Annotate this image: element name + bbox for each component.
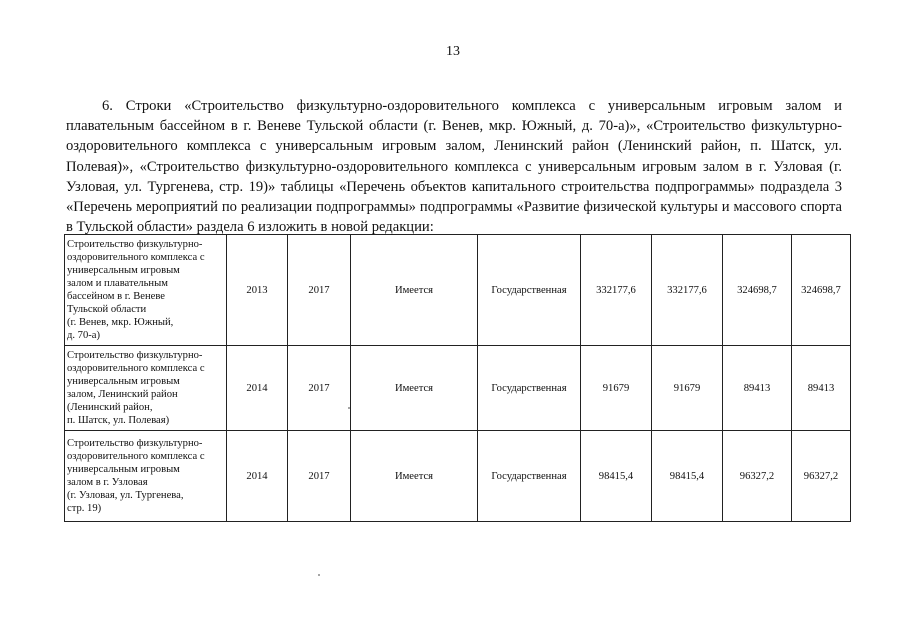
cell-ownership: Государственная xyxy=(478,235,581,346)
scan-speck xyxy=(318,574,320,576)
object-name-line: универсальным игровым xyxy=(67,376,180,387)
cell-v4: 89413 xyxy=(792,346,851,431)
cell-docs: Имеется xyxy=(351,235,478,346)
object-name-line: Строительство физкультурно- xyxy=(67,239,203,250)
scan-speck xyxy=(348,407,350,409)
table-row xyxy=(65,235,851,346)
cell-v3: 324698,7 xyxy=(723,235,792,346)
capital-objects-table xyxy=(64,234,851,522)
cell-start: 2014 xyxy=(227,431,288,522)
cell-v3: 89413 xyxy=(723,346,792,431)
object-name-line: универсальным игровым xyxy=(67,265,180,276)
object-name-line: (Ленинский район, xyxy=(67,402,153,413)
object-name-line: Строительство физкультурно- xyxy=(67,350,203,361)
cell-end: 2017 xyxy=(288,346,351,431)
cell-v1: 332177,6 xyxy=(581,235,652,346)
page-number: 13 xyxy=(446,44,460,59)
object-name-line: стр. 19) xyxy=(67,503,102,514)
object-name-line: п. Шатск, ул. Полевая) xyxy=(67,415,170,426)
cell-v4: 324698,7 xyxy=(792,235,851,346)
cell-v2: 98415,4 xyxy=(652,431,723,522)
cell-ownership: Государственная xyxy=(478,431,581,522)
amendment-paragraph: 6. Строки «Строительство физкультурно-оздоровительного комплекса с универсальным игровым залом и плавательным бассейном в г. Веневе Тульской области (г. Венев, мкр. Южный, д. 70-а)», «Строительство физкультурно-оздоровительного комплекса с универсальным игровым залом, Ленинский район (Ленинский район, п. Шатск, ул. Полевая)», «Строительство физкультурно-оздоровительного комплекса с универсальным игровым залом в г. Узловая (г. Узловая, ул. Тургенева, стр. 19)» таблицы «Перечень объектов капитального строительства подпрограммы» подраздела 3 «Перечень мероприятий по реализации подпрограммы» подпрограммы «Развитие физической культуры и массового спорта в Тульской области» раздела 6 изложить в новой редакции: xyxy=(66,98,842,236)
cell-start: 2014 xyxy=(227,346,288,431)
object-name-line: Тульской области xyxy=(67,304,147,315)
object-name-line: залом и плавательным xyxy=(67,278,168,289)
object-name-line: залом, Ленинский район xyxy=(67,389,178,400)
table-body xyxy=(65,235,851,522)
table-row xyxy=(65,346,851,431)
object-name-line: д. 70-а) xyxy=(67,330,101,341)
cell-ownership: Государственная xyxy=(478,346,581,431)
object-name-line: бассейном в г. Веневе xyxy=(67,291,165,302)
object-name-cell xyxy=(65,431,227,522)
table-row xyxy=(65,431,851,522)
cell-start: 2013 xyxy=(227,235,288,346)
cell-docs: Имеется xyxy=(351,346,478,431)
object-name-line: (г. Узловая, ул. Тургенева, xyxy=(67,490,184,501)
cell-v2: 332177,6 xyxy=(652,235,723,346)
cell-v1: 91679 xyxy=(581,346,652,431)
object-name-cell xyxy=(65,346,227,431)
cell-v3: 96327,2 xyxy=(723,431,792,522)
cell-v1: 98415,4 xyxy=(581,431,652,522)
cell-end: 2017 xyxy=(288,431,351,522)
cell-docs: Имеется xyxy=(351,431,478,522)
object-name-line: оздоровительного комплекса с xyxy=(67,451,205,462)
object-name-line: универсальным игровым xyxy=(67,464,180,475)
cell-v2: 91679 xyxy=(652,346,723,431)
cell-end: 2017 xyxy=(288,235,351,346)
object-name-line: Строительство физкультурно- xyxy=(67,438,203,449)
object-name-line: оздоровительного комплекса с xyxy=(67,252,205,263)
object-name-line: залом в г. Узловая xyxy=(67,477,148,488)
object-name-line: оздоровительного комплекса с xyxy=(67,363,205,374)
object-name-line: (г. Венев, мкр. Южный, xyxy=(67,317,174,328)
object-name-cell xyxy=(65,235,227,346)
cell-v4: 96327,2 xyxy=(792,431,851,522)
